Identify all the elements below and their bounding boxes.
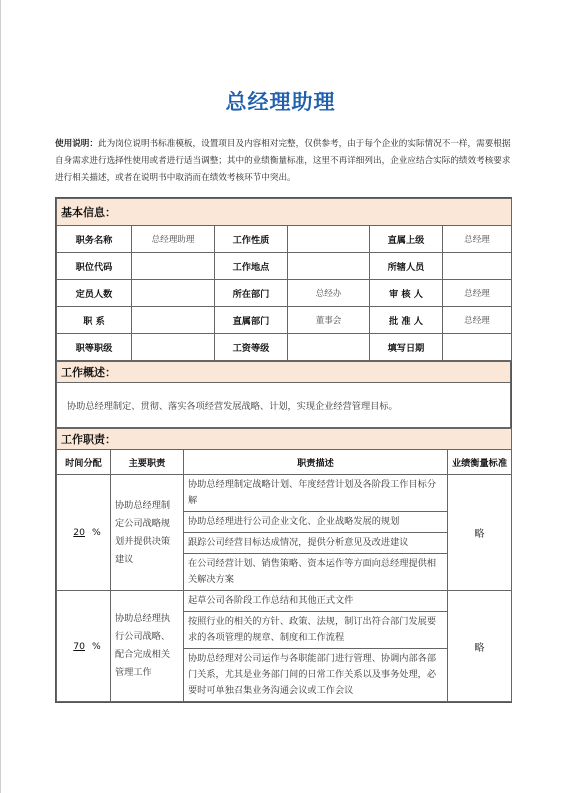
field-value xyxy=(132,334,215,361)
field-value: 总经理助理 xyxy=(132,226,215,253)
job-description-sheet xyxy=(55,197,512,703)
field-label: 填写日期 xyxy=(370,334,443,361)
time-percent-value: 20 xyxy=(73,527,85,538)
basic-info-row xyxy=(57,280,512,307)
time-allocation xyxy=(57,591,111,702)
overview-table xyxy=(56,361,511,428)
percent-sign: % xyxy=(91,527,101,538)
percent-sign: % xyxy=(91,640,101,652)
basic-info-row xyxy=(57,334,512,361)
duty-row xyxy=(57,475,512,512)
basic-info-row xyxy=(57,307,512,334)
field-label: 工资等级 xyxy=(215,334,288,361)
instructions-text: 此为岗位说明书标准模板，设置项目及内容相对完整，仅供参考，由于每个企业的实际情况不一样，需要根据自身需求进行选择性使用或者进行适当调整；其中的业绩衡量标准，这里不再详细列出，企业应结合实际的绩效考核要求进行相关描述，或者在说明书中取消而在绩效考核环节中突出。 xyxy=(55,139,511,183)
basic-info-header: 基本信息： xyxy=(57,199,512,226)
field-value xyxy=(132,307,215,334)
duty-description: 起草公司各阶段工作总结和其他正式文件 xyxy=(184,591,448,612)
col-header-time: 时间分配 xyxy=(57,450,111,475)
page-left-edge xyxy=(0,0,1,793)
duty-row xyxy=(57,591,512,612)
field-label: 批 准 人 xyxy=(370,307,443,334)
field-value xyxy=(443,253,512,280)
field-value xyxy=(288,334,370,361)
duty-description: 在公司经营计划、销售策略、资本运作等方面向总经理提供相关解决方案 xyxy=(184,554,448,591)
field-value xyxy=(443,334,512,361)
duty-description: 跟踪公司经营目标达成情况，提供分析意见及改进建议 xyxy=(184,533,448,554)
basic-info-row xyxy=(57,226,512,253)
duty-rows xyxy=(57,475,512,702)
basic-info-rows xyxy=(57,226,512,361)
field-label: 定员人数 xyxy=(57,280,132,307)
field-label: 所辖人员 xyxy=(370,253,443,280)
main-duty: 协助总经理制定公司战略规划并提供决策建议 xyxy=(111,475,184,591)
performance-standard: 略 xyxy=(448,475,512,591)
field-value: 总经理 xyxy=(443,307,512,334)
duty-description: 按照行业的相关的方针、政策、法规，制订出符合部门发展要求的各项管理的规章、制度和工作流程 xyxy=(184,612,448,649)
time-allocation xyxy=(57,475,111,591)
field-label: 所在部门 xyxy=(215,280,288,307)
field-label: 工作性质 xyxy=(215,226,288,253)
duty-description: 协助总经理制定战略计划、年度经营计划及各阶段工作目标分解 xyxy=(184,475,448,512)
basic-info-table xyxy=(56,198,512,361)
field-value: 董事会 xyxy=(288,307,370,334)
field-label: 直属部门 xyxy=(215,307,288,334)
col-header-main-duty: 主要职责 xyxy=(111,450,184,475)
duties-table xyxy=(56,428,512,702)
field-label: 职等职级 xyxy=(57,334,132,361)
duty-description: 协助总经理对公司运作与各职能部门进行管理、协调内部各部门关系，尤其是业务部门间的日常工作关系以及事务处理，必要时可单独召集业务沟通会议或工作会议 xyxy=(184,649,448,702)
overview-header: 工作概述： xyxy=(57,362,511,383)
field-label: 职务名称 xyxy=(57,226,132,253)
field-value: 总经理 xyxy=(443,226,512,253)
duty-description: 协助总经理进行公司企业文化、企业战略发展的规划 xyxy=(184,512,448,533)
field-value: 总经办 xyxy=(288,280,370,307)
field-value: 总经理 xyxy=(443,280,512,307)
field-label: 工作地点 xyxy=(215,253,288,280)
usage-instructions xyxy=(55,136,515,187)
field-value xyxy=(288,253,370,280)
field-value xyxy=(288,226,370,253)
col-header-description: 职责描述 xyxy=(184,450,448,475)
page-title: 总经理助理 xyxy=(225,90,336,114)
basic-info-row xyxy=(57,253,512,280)
overview-text: 协助总经理制定、贯彻、落实各项经营发展战略、计划，实现企业经营管理目标。 xyxy=(57,383,511,428)
field-label: 直属上级 xyxy=(370,226,443,253)
instructions-label: 使用说明： xyxy=(55,139,98,149)
field-label: 职 系 xyxy=(57,307,132,334)
field-label: 职位代码 xyxy=(57,253,132,280)
main-duty: 协助总经理执行公司战略、配合完成相关管理工作 xyxy=(111,591,184,702)
duties-header: 工作职责： xyxy=(57,429,512,450)
field-value xyxy=(132,253,215,280)
performance-standard: 略 xyxy=(448,591,512,702)
field-value xyxy=(132,280,215,307)
col-header-standard: 业绩衡量标准 xyxy=(448,450,512,475)
field-label: 审 核 人 xyxy=(370,280,443,307)
time-percent-value: 70 xyxy=(73,640,85,652)
